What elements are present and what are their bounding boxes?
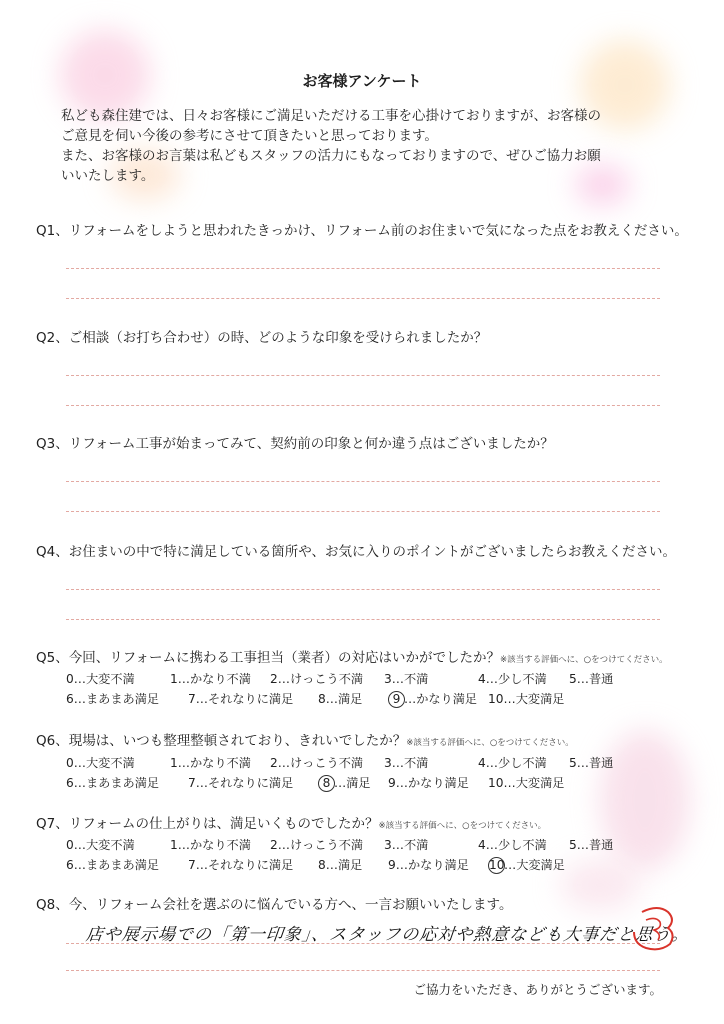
rating-number: 3 <box>384 838 392 852</box>
rating-number: 8 <box>318 858 326 872</box>
rating-option[interactable] <box>569 754 613 771</box>
rating-number-selected: 10 <box>489 858 505 872</box>
rating-option[interactable] <box>66 754 135 771</box>
rating-option[interactable] <box>170 754 251 771</box>
rating-number: 4 <box>478 838 486 852</box>
question-3: Q3、リフォーム工事が始まってみて、契約前の印象と何か違う点はございましたか？ <box>36 436 554 452</box>
rating-option[interactable] <box>318 690 362 707</box>
rating-number: 6 <box>66 692 74 706</box>
rating-option[interactable] <box>188 774 293 791</box>
rating-option[interactable] <box>66 690 159 707</box>
rating-label: …それなりに満足 <box>195 692 294 706</box>
rating-option[interactable] <box>384 754 428 771</box>
rating-option[interactable] <box>318 856 362 873</box>
rating-row <box>66 856 686 874</box>
rating-number: 10 <box>488 692 504 706</box>
rating-row <box>66 670 686 688</box>
question-5 <box>36 646 706 666</box>
rating-option[interactable] <box>488 856 565 874</box>
rating-label: …けっこう不満 <box>277 838 364 852</box>
rating-label: …かなり不満 <box>177 838 251 852</box>
rating-option[interactable] <box>478 836 547 853</box>
rating-number: 7 <box>188 692 196 706</box>
answer-line[interactable] <box>66 511 660 512</box>
rating-number: 7 <box>188 776 196 790</box>
rating-option[interactable] <box>569 836 613 853</box>
rating-label: …けっこう不満 <box>277 672 364 686</box>
rating-label: …大変不満 <box>73 672 135 686</box>
rating-option[interactable] <box>388 690 477 708</box>
rating-option[interactable] <box>388 774 469 791</box>
rating-option[interactable] <box>478 754 547 771</box>
rating-label: …かなり満足 <box>395 776 469 790</box>
rating-option[interactable] <box>384 836 428 853</box>
rating-number: 4 <box>478 672 486 686</box>
rating-number: 0 <box>66 838 74 852</box>
rating-label: …それなりに満足 <box>195 776 294 790</box>
rating-number: 6 <box>66 776 74 790</box>
rating-label: …不満 <box>391 756 429 770</box>
rating-label: …まあまあ満足 <box>73 692 160 706</box>
page-title: お客様アンケート <box>302 72 422 90</box>
answer-line[interactable] <box>66 268 660 269</box>
intro-line: また、お客様のお言葉は私どもスタッフの活力にもなっておりますので、ぜひご協力お願 <box>61 148 601 164</box>
rating-option[interactable] <box>270 754 363 771</box>
rating-option[interactable] <box>384 670 428 687</box>
rating-number: 8 <box>318 692 326 706</box>
rating-number: 6 <box>66 858 74 872</box>
rating-label: …かなり不満 <box>177 672 251 686</box>
rating-number: 9 <box>388 776 396 790</box>
intro-line: 私ども森住建では、日々お客様にご満足いただける工事を心掛けておりますが、お客様の <box>61 108 601 124</box>
question-7-note: ※該当する評価へに、○をつけてください。 <box>378 821 547 831</box>
rating-option[interactable] <box>569 670 613 687</box>
rating-label: …まあまあ満足 <box>73 776 160 790</box>
question-4: Q4、お住まいの中で特に満足している箇所や、お気に入りのポイントがございましたらお教えください。 <box>36 544 676 560</box>
rating-label: …大変満足 <box>504 858 565 872</box>
rating-label: …それなりに満足 <box>195 858 294 872</box>
rating-number: 1 <box>170 672 178 686</box>
rating-label: …不満 <box>391 838 429 852</box>
rating-option[interactable] <box>478 670 547 687</box>
rating-number: 10 <box>488 776 504 790</box>
rating-label: …普通 <box>576 672 614 686</box>
rating-option[interactable] <box>170 670 251 687</box>
rating-option[interactable] <box>388 856 469 873</box>
rating-label: …満足 <box>325 692 363 706</box>
rating-option[interactable] <box>66 670 135 687</box>
intro-line: いいたします。 <box>61 168 155 184</box>
answer-line[interactable] <box>66 943 660 944</box>
rating-option[interactable] <box>170 836 251 853</box>
rating-label: …少し不満 <box>485 838 547 852</box>
rating-label: …不満 <box>391 672 429 686</box>
question-8: Q8、今、リフォーム会社を選ぶのに悩んでいる方へ、一言お願いいたします。 <box>36 897 513 913</box>
rating-number: 9 <box>388 858 396 872</box>
rating-number: 0 <box>66 672 74 686</box>
rating-row <box>66 774 686 792</box>
answer-line[interactable] <box>66 481 660 482</box>
rating-label: …満足 <box>325 858 363 872</box>
rating-option[interactable] <box>488 690 564 707</box>
rating-number: 3 <box>384 756 392 770</box>
intro-paragraph <box>61 106 691 186</box>
rating-label: …かなり満足 <box>404 692 478 706</box>
red-stamp-mark <box>628 902 680 954</box>
question-6 <box>36 729 706 749</box>
answer-line[interactable] <box>66 970 660 971</box>
rating-label: …大変不満 <box>73 838 135 852</box>
rating-number-selected: 8 <box>318 775 335 792</box>
rating-label: …大変満足 <box>503 776 565 790</box>
rating-label: …かなり満足 <box>395 858 469 872</box>
footer-thanks: ご協力をいただき、ありがとうございます。 <box>413 982 662 997</box>
question-6-note: ※該当する評価へに、○をつけてください。 <box>406 738 574 748</box>
question-7 <box>36 812 706 832</box>
rating-option[interactable] <box>270 836 363 853</box>
rating-number: 4 <box>478 756 486 770</box>
answer-line[interactable] <box>66 405 660 406</box>
rating-option[interactable] <box>66 856 159 873</box>
rating-row <box>66 836 686 854</box>
question-6-text: Q6、現場は、いつも整理整頓されており、きれいでしたか？ <box>36 733 407 749</box>
rating-label: …けっこう不満 <box>277 756 364 770</box>
question-7-text: Q7、リフォームの仕上がりは、満足いくものでしたか？ <box>36 816 379 832</box>
rating-label: …少し不満 <box>485 756 547 770</box>
rating-label: …大変不満 <box>73 756 135 770</box>
rating-row <box>66 754 686 772</box>
rating-option[interactable] <box>488 774 564 791</box>
answer-line[interactable] <box>66 589 660 590</box>
question-1: Q1、リフォームをしようと思われたきっかけ、リフォーム前のお住まいで気になった点をお教えください。 <box>36 223 688 239</box>
rating-number: 2 <box>270 756 278 770</box>
question-5-text: Q5、今回、リフォームに携わる工事担当（業者）の対応はいかがでしたか？ <box>36 650 501 666</box>
rating-label: …大変満足 <box>503 692 565 706</box>
answer-line[interactable] <box>66 619 660 620</box>
intro-line: ご意見を伺い今後の参考にさせて頂きたいと思っております。 <box>61 128 438 144</box>
answer-line[interactable] <box>66 375 660 376</box>
rating-number: 5 <box>569 672 577 686</box>
rating-label: …満足 <box>334 776 371 790</box>
rating-label: …かなり不満 <box>177 756 251 770</box>
rating-label: …普通 <box>576 756 614 770</box>
rating-number: 7 <box>188 858 196 872</box>
rating-option[interactable] <box>188 856 293 873</box>
rating-option[interactable] <box>188 690 293 707</box>
rating-option[interactable] <box>66 836 135 853</box>
rating-row <box>66 690 686 708</box>
rating-label: …普通 <box>576 838 614 852</box>
answer-line[interactable] <box>66 298 660 299</box>
rating-number: 5 <box>569 756 577 770</box>
rating-number: 1 <box>170 756 178 770</box>
handwritten-answer: 店や展示場での「第一印象」、スタッフの応対や熱意なども大事だと思う。 <box>84 925 691 945</box>
rating-label: …少し不満 <box>485 672 547 686</box>
rating-number: 1 <box>170 838 178 852</box>
rating-option[interactable] <box>270 670 363 687</box>
question-5-note: ※該当する評価へに、○をつけてください。 <box>500 655 668 665</box>
rating-number: 5 <box>569 838 577 852</box>
question-2: Q2、ご相談（お打ち合わせ）の時、どのような印象を受けられましたか？ <box>36 330 488 346</box>
rating-label: …まあまあ満足 <box>73 858 160 872</box>
rating-number: 2 <box>270 838 278 852</box>
rating-option[interactable] <box>66 774 159 791</box>
rating-option[interactable] <box>318 774 371 792</box>
rating-number: 3 <box>384 672 392 686</box>
rating-number-selected: 9 <box>388 691 405 708</box>
rating-number: 2 <box>270 672 278 686</box>
rating-number: 0 <box>66 756 74 770</box>
